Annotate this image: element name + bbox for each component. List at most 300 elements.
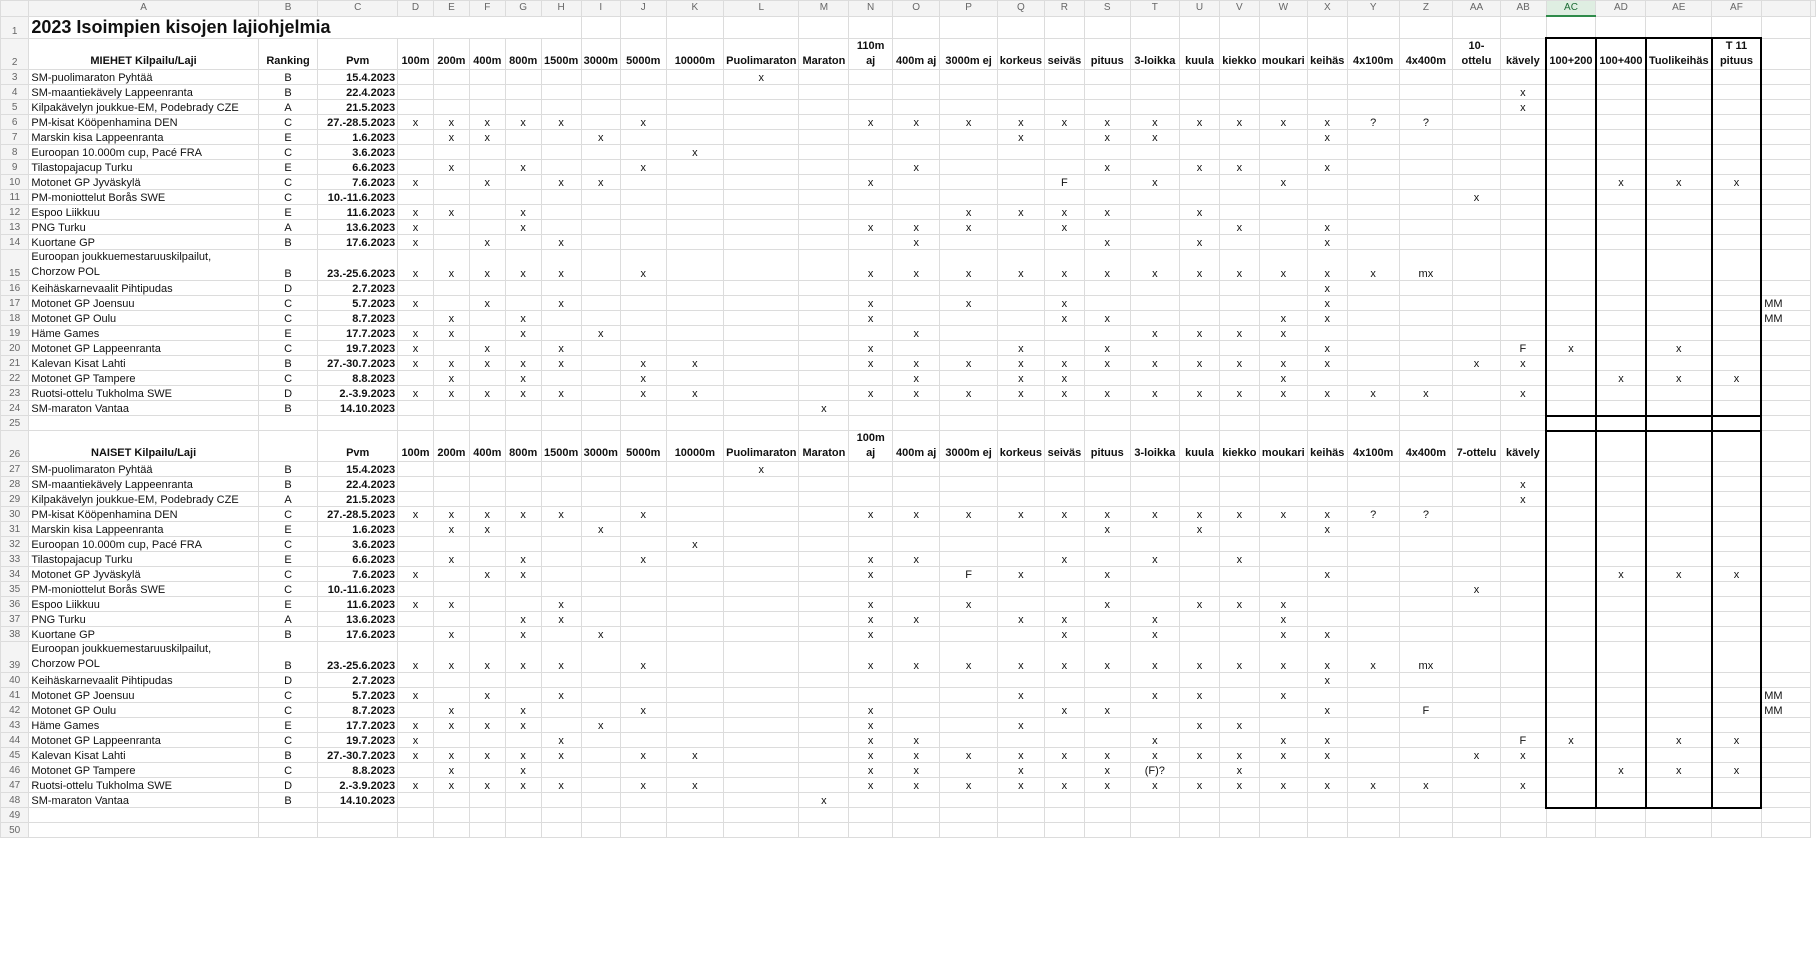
- row-header-38[interactable]: 38: [1, 627, 29, 642]
- event-mark-cell[interactable]: x: [1130, 250, 1180, 281]
- row-header-47[interactable]: 47: [1, 778, 29, 793]
- event-mark-cell[interactable]: [724, 507, 799, 522]
- competition-name-cell[interactable]: Motonet GP Tampere: [29, 763, 258, 778]
- event-mark-cell[interactable]: [1307, 688, 1347, 703]
- event-mark-cell[interactable]: x: [666, 778, 724, 793]
- event-mark-cell[interactable]: [849, 582, 893, 597]
- competition-name-cell[interactable]: Kuortane GP: [29, 235, 258, 250]
- event-mark-cell[interactable]: x: [398, 748, 434, 763]
- event-mark-cell[interactable]: [1219, 612, 1259, 627]
- event-mark-cell[interactable]: [799, 597, 849, 612]
- event-mark-cell[interactable]: [469, 160, 505, 175]
- event-mark-cell[interactable]: [1546, 205, 1596, 220]
- event-mark-cell[interactable]: x: [849, 115, 893, 130]
- event-mark-cell[interactable]: [1546, 145, 1596, 160]
- side-note-cell[interactable]: [1761, 778, 1810, 793]
- event-mark-cell[interactable]: [799, 311, 849, 326]
- event-mark-cell[interactable]: x: [940, 507, 997, 522]
- ranking-cell[interactable]: E: [258, 130, 318, 145]
- event-mark-cell[interactable]: [581, 160, 620, 175]
- event-mark-cell[interactable]: [1453, 612, 1501, 627]
- event-mark-cell[interactable]: [666, 763, 724, 778]
- event-mark-cell[interactable]: x: [1259, 642, 1307, 673]
- competition-name-cell[interactable]: SM-maantiekävely Lappeenranta: [29, 85, 258, 100]
- event-mark-cell[interactable]: [505, 401, 541, 416]
- event-mark-cell[interactable]: [1546, 688, 1596, 703]
- empty-cell[interactable]: [1399, 16, 1453, 38]
- event-mark-cell[interactable]: [1712, 718, 1762, 733]
- ranking-cell[interactable]: E: [258, 552, 318, 567]
- event-mark-cell[interactable]: [1259, 281, 1307, 296]
- event-mark-cell[interactable]: x: [1219, 250, 1259, 281]
- row-header-30[interactable]: 30: [1, 507, 29, 522]
- event-mark-cell[interactable]: x: [620, 371, 666, 386]
- event-column-header[interactable]: 1500m: [541, 431, 581, 462]
- empty-cell[interactable]: [1347, 808, 1399, 823]
- date-cell[interactable]: 15.4.2023: [318, 70, 398, 85]
- event-mark-cell[interactable]: [724, 401, 799, 416]
- event-mark-cell[interactable]: x: [581, 718, 620, 733]
- event-mark-cell[interactable]: [581, 220, 620, 235]
- event-mark-cell[interactable]: [1596, 205, 1646, 220]
- empty-cell[interactable]: [620, 16, 666, 38]
- event-mark-cell[interactable]: x: [892, 778, 939, 793]
- row-header-17[interactable]: 17: [1, 296, 29, 311]
- event-mark-cell[interactable]: x: [1259, 115, 1307, 130]
- event-mark-cell[interactable]: [1347, 567, 1399, 582]
- event-mark-cell[interactable]: x: [1596, 567, 1646, 582]
- event-mark-cell[interactable]: x: [1219, 115, 1259, 130]
- event-mark-cell[interactable]: x: [1307, 778, 1347, 793]
- event-mark-cell[interactable]: x: [1084, 748, 1130, 763]
- event-mark-cell[interactable]: [505, 793, 541, 808]
- event-mark-cell[interactable]: x: [620, 507, 666, 522]
- event-mark-cell[interactable]: [1219, 688, 1259, 703]
- event-mark-cell[interactable]: [1646, 160, 1712, 175]
- event-mark-cell[interactable]: [1399, 597, 1453, 612]
- empty-cell[interactable]: [1347, 416, 1399, 431]
- event-mark-cell[interactable]: [398, 281, 434, 296]
- event-mark-cell[interactable]: [541, 462, 581, 477]
- event-mark-cell[interactable]: x: [892, 507, 939, 522]
- empty-cell[interactable]: [997, 416, 1044, 431]
- event-mark-cell[interactable]: [1500, 235, 1546, 250]
- event-mark-cell[interactable]: [1546, 235, 1596, 250]
- date-column-header[interactable]: Pvm: [318, 38, 398, 70]
- empty-cell[interactable]: [398, 823, 434, 838]
- empty-cell[interactable]: [258, 416, 318, 431]
- event-mark-cell[interactable]: x: [541, 386, 581, 401]
- event-mark-cell[interactable]: [1646, 100, 1712, 115]
- row-header-36[interactable]: 36: [1, 597, 29, 612]
- event-mark-cell[interactable]: [1453, 70, 1501, 85]
- event-column-header[interactable]: 100m aj: [849, 431, 893, 462]
- event-mark-cell[interactable]: [1219, 371, 1259, 386]
- event-mark-cell[interactable]: x: [997, 763, 1044, 778]
- row-header-16[interactable]: 16: [1, 281, 29, 296]
- event-mark-cell[interactable]: x: [1307, 160, 1347, 175]
- empty-cell[interactable]: [1399, 808, 1453, 823]
- empty-cell[interactable]: [581, 808, 620, 823]
- event-mark-cell[interactable]: [1180, 220, 1220, 235]
- event-mark-cell[interactable]: x: [620, 160, 666, 175]
- empty-cell[interactable]: [1500, 823, 1546, 838]
- event-mark-cell[interactable]: x: [505, 507, 541, 522]
- row-header-21[interactable]: 21: [1, 356, 29, 371]
- event-mark-cell[interactable]: [666, 597, 724, 612]
- event-mark-cell[interactable]: [849, 522, 893, 537]
- event-mark-cell[interactable]: [398, 612, 434, 627]
- event-mark-cell[interactable]: x: [849, 703, 893, 718]
- empty-cell[interactable]: [1130, 416, 1180, 431]
- event-mark-cell[interactable]: x: [724, 462, 799, 477]
- event-mark-cell[interactable]: [581, 793, 620, 808]
- event-mark-cell[interactable]: [398, 70, 434, 85]
- empty-cell[interactable]: [1761, 808, 1810, 823]
- event-mark-cell[interactable]: x: [1180, 115, 1220, 130]
- event-mark-cell[interactable]: [1500, 642, 1546, 673]
- event-mark-cell[interactable]: x: [892, 642, 939, 673]
- event-mark-cell[interactable]: [1500, 371, 1546, 386]
- event-mark-cell[interactable]: [1646, 235, 1712, 250]
- event-mark-cell[interactable]: x: [1084, 311, 1130, 326]
- event-mark-cell[interactable]: [849, 100, 893, 115]
- event-mark-cell[interactable]: x: [1500, 100, 1546, 115]
- event-mark-cell[interactable]: [1546, 763, 1596, 778]
- event-mark-cell[interactable]: [1646, 492, 1712, 507]
- event-mark-cell[interactable]: [1180, 311, 1220, 326]
- competition-name-cell[interactable]: PM-kisat Kööpenhamina DEN: [29, 115, 258, 130]
- event-mark-cell[interactable]: [620, 220, 666, 235]
- event-mark-cell[interactable]: x: [997, 688, 1044, 703]
- date-cell[interactable]: 6.6.2023: [318, 160, 398, 175]
- event-mark-cell[interactable]: x: [469, 386, 505, 401]
- event-mark-cell[interactable]: x: [849, 627, 893, 642]
- event-mark-cell[interactable]: [1596, 70, 1646, 85]
- event-mark-cell[interactable]: x: [505, 115, 541, 130]
- event-mark-cell[interactable]: [1399, 401, 1453, 416]
- event-mark-cell[interactable]: [1453, 477, 1501, 492]
- event-mark-cell[interactable]: x: [1044, 507, 1084, 522]
- event-mark-cell[interactable]: x: [1307, 220, 1347, 235]
- event-column-header[interactable]: 800m: [505, 38, 541, 70]
- event-mark-cell[interactable]: [724, 100, 799, 115]
- ranking-cell[interactable]: C: [258, 341, 318, 356]
- event-mark-cell[interactable]: [1307, 763, 1347, 778]
- event-mark-cell[interactable]: [1180, 492, 1220, 507]
- event-mark-cell[interactable]: [1399, 462, 1453, 477]
- event-mark-cell[interactable]: [1712, 326, 1762, 341]
- row-header-37[interactable]: 37: [1, 612, 29, 627]
- event-mark-cell[interactable]: [940, 401, 997, 416]
- event-mark-cell[interactable]: [1646, 582, 1712, 597]
- event-mark-cell[interactable]: x: [541, 733, 581, 748]
- side-note-cell[interactable]: [1761, 627, 1810, 642]
- event-mark-cell[interactable]: [997, 311, 1044, 326]
- event-mark-cell[interactable]: x: [849, 175, 893, 190]
- column-header-AA[interactable]: AA: [1453, 1, 1501, 17]
- empty-cell[interactable]: [1044, 16, 1084, 38]
- side-note-cell[interactable]: [1761, 175, 1810, 190]
- event-mark-cell[interactable]: [1712, 522, 1762, 537]
- event-mark-cell[interactable]: [849, 70, 893, 85]
- ranking-cell[interactable]: C: [258, 567, 318, 582]
- event-mark-cell[interactable]: x: [892, 115, 939, 130]
- side-note-cell[interactable]: [1761, 522, 1810, 537]
- event-mark-cell[interactable]: [469, 311, 505, 326]
- event-mark-cell[interactable]: x: [1180, 160, 1220, 175]
- date-cell[interactable]: 1.6.2023: [318, 130, 398, 145]
- event-mark-cell[interactable]: ?: [1347, 507, 1399, 522]
- event-mark-cell[interactable]: [940, 311, 997, 326]
- event-mark-cell[interactable]: x: [1259, 326, 1307, 341]
- date-cell[interactable]: 14.10.2023: [318, 793, 398, 808]
- event-mark-cell[interactable]: [1500, 507, 1546, 522]
- event-mark-cell[interactable]: [1596, 296, 1646, 311]
- event-mark-cell[interactable]: [1044, 673, 1084, 688]
- event-mark-cell[interactable]: [666, 190, 724, 205]
- column-header-E[interactable]: E: [433, 1, 469, 17]
- event-mark-cell[interactable]: [1399, 70, 1453, 85]
- event-mark-cell[interactable]: [620, 537, 666, 552]
- event-mark-cell[interactable]: [724, 552, 799, 567]
- event-mark-cell[interactable]: [1259, 100, 1307, 115]
- event-mark-cell[interactable]: [433, 220, 469, 235]
- event-mark-cell[interactable]: [1259, 582, 1307, 597]
- event-mark-cell[interactable]: x: [849, 612, 893, 627]
- event-mark-cell[interactable]: x: [892, 748, 939, 763]
- event-mark-cell[interactable]: [724, 703, 799, 718]
- event-mark-cell[interactable]: [1453, 492, 1501, 507]
- event-mark-cell[interactable]: [666, 100, 724, 115]
- event-mark-cell[interactable]: [1596, 326, 1646, 341]
- event-mark-cell[interactable]: [724, 477, 799, 492]
- event-mark-cell[interactable]: [1596, 627, 1646, 642]
- event-mark-cell[interactable]: [1399, 673, 1453, 688]
- column-header-G[interactable]: G: [505, 1, 541, 17]
- event-mark-cell[interactable]: [1347, 627, 1399, 642]
- column-header-AD[interactable]: AD: [1596, 1, 1646, 17]
- event-mark-cell[interactable]: [433, 296, 469, 311]
- event-mark-cell[interactable]: [1546, 85, 1596, 100]
- event-mark-cell[interactable]: [799, 356, 849, 371]
- event-mark-cell[interactable]: [799, 296, 849, 311]
- event-mark-cell[interactable]: [1347, 235, 1399, 250]
- empty-cell[interactable]: [1307, 16, 1347, 38]
- event-mark-cell[interactable]: [1399, 537, 1453, 552]
- event-mark-cell[interactable]: x: [1130, 175, 1180, 190]
- event-mark-cell[interactable]: [666, 175, 724, 190]
- event-mark-cell[interactable]: [1596, 115, 1646, 130]
- event-mark-cell[interactable]: [1596, 130, 1646, 145]
- event-mark-cell[interactable]: [1347, 220, 1399, 235]
- event-mark-cell[interactable]: [1219, 793, 1259, 808]
- event-mark-cell[interactable]: [1259, 401, 1307, 416]
- event-mark-cell[interactable]: [1596, 537, 1646, 552]
- event-mark-cell[interactable]: [666, 492, 724, 507]
- event-mark-cell[interactable]: [1084, 296, 1130, 311]
- event-mark-cell[interactable]: [541, 703, 581, 718]
- event-mark-cell[interactable]: x: [1259, 507, 1307, 522]
- event-mark-cell[interactable]: x: [1084, 130, 1130, 145]
- side-note-cell[interactable]: [1761, 371, 1810, 386]
- event-mark-cell[interactable]: [724, 793, 799, 808]
- empty-cell[interactable]: [1646, 416, 1712, 431]
- event-mark-cell[interactable]: [620, 401, 666, 416]
- empty-cell[interactable]: [1219, 416, 1259, 431]
- column-header-K[interactable]: K: [666, 1, 724, 17]
- event-mark-cell[interactable]: [799, 612, 849, 627]
- event-mark-cell[interactable]: x: [892, 552, 939, 567]
- event-mark-cell[interactable]: [1084, 175, 1130, 190]
- event-mark-cell[interactable]: [1596, 250, 1646, 281]
- event-mark-cell[interactable]: [799, 462, 849, 477]
- date-cell[interactable]: 22.4.2023: [318, 477, 398, 492]
- event-mark-cell[interactable]: x: [620, 115, 666, 130]
- event-mark-cell[interactable]: [1712, 235, 1762, 250]
- empty-cell[interactable]: [997, 808, 1044, 823]
- empty-cell[interactable]: [469, 823, 505, 838]
- event-mark-cell[interactable]: x: [541, 778, 581, 793]
- empty-cell[interactable]: [940, 808, 997, 823]
- event-mark-cell[interactable]: [1180, 401, 1220, 416]
- empty-cell[interactable]: [940, 823, 997, 838]
- event-mark-cell[interactable]: [997, 673, 1044, 688]
- event-mark-cell[interactable]: [1646, 778, 1712, 793]
- event-mark-cell[interactable]: [1453, 401, 1501, 416]
- event-mark-cell[interactable]: [398, 145, 434, 160]
- ranking-cell[interactable]: C: [258, 763, 318, 778]
- competition-name-cell[interactable]: Espoo Liikkuu: [29, 205, 258, 220]
- event-mark-cell[interactable]: [541, 160, 581, 175]
- event-mark-cell[interactable]: [849, 462, 893, 477]
- event-column-header[interactable]: seiväs: [1044, 38, 1084, 70]
- event-mark-cell[interactable]: [724, 567, 799, 582]
- event-mark-cell[interactable]: x: [666, 356, 724, 371]
- column-header-blank[interactable]: [1811, 1, 1816, 17]
- event-mark-cell[interactable]: [581, 673, 620, 688]
- event-mark-cell[interactable]: [1546, 748, 1596, 763]
- event-mark-cell[interactable]: [1219, 296, 1259, 311]
- event-mark-cell[interactable]: [724, 190, 799, 205]
- ranking-cell[interactable]: C: [258, 537, 318, 552]
- competition-name-cell[interactable]: Espoo Liikkuu: [29, 597, 258, 612]
- date-cell[interactable]: 14.10.2023: [318, 401, 398, 416]
- side-note-cell[interactable]: [1761, 582, 1810, 597]
- date-cell[interactable]: 19.7.2023: [318, 733, 398, 748]
- event-mark-cell[interactable]: [398, 462, 434, 477]
- event-mark-cell[interactable]: x: [1130, 748, 1180, 763]
- event-mark-cell[interactable]: [849, 130, 893, 145]
- column-header-blank[interactable]: [1761, 1, 1810, 17]
- event-mark-cell[interactable]: [1044, 582, 1084, 597]
- event-mark-cell[interactable]: [505, 85, 541, 100]
- event-mark-cell[interactable]: x: [433, 748, 469, 763]
- event-mark-cell[interactable]: x: [849, 718, 893, 733]
- event-mark-cell[interactable]: [1500, 160, 1546, 175]
- event-mark-cell[interactable]: [849, 673, 893, 688]
- event-mark-cell[interactable]: x: [469, 356, 505, 371]
- event-mark-cell[interactable]: [1646, 673, 1712, 688]
- event-mark-cell[interactable]: [940, 718, 997, 733]
- event-mark-cell[interactable]: [724, 115, 799, 130]
- event-mark-cell[interactable]: [1219, 462, 1259, 477]
- side-note-cell[interactable]: [1761, 763, 1810, 778]
- event-mark-cell[interactable]: [1044, 793, 1084, 808]
- event-mark-cell[interactable]: [1307, 326, 1347, 341]
- event-column-header[interactable]: 100m: [398, 38, 434, 70]
- event-mark-cell[interactable]: [1084, 100, 1130, 115]
- row-header-1[interactable]: 1: [1, 16, 29, 38]
- event-mark-cell[interactable]: [1546, 356, 1596, 371]
- event-mark-cell[interactable]: [1219, 627, 1259, 642]
- event-mark-cell[interactable]: [505, 537, 541, 552]
- event-mark-cell[interactable]: x: [620, 386, 666, 401]
- event-mark-cell[interactable]: [997, 537, 1044, 552]
- event-mark-cell[interactable]: [541, 145, 581, 160]
- event-mark-cell[interactable]: [1646, 70, 1712, 85]
- column-header-R[interactable]: R: [1044, 1, 1084, 17]
- event-mark-cell[interactable]: x: [1130, 386, 1180, 401]
- event-mark-cell[interactable]: [620, 582, 666, 597]
- ranking-column-header[interactable]: Ranking: [258, 38, 318, 70]
- ranking-cell[interactable]: C: [258, 688, 318, 703]
- event-mark-cell[interactable]: [666, 250, 724, 281]
- event-mark-cell[interactable]: [1347, 70, 1399, 85]
- competition-name-cell[interactable]: SM-puolimaraton Pyhtää: [29, 462, 258, 477]
- event-mark-cell[interactable]: [666, 718, 724, 733]
- event-mark-cell[interactable]: [1180, 763, 1220, 778]
- date-cell[interactable]: 13.6.2023: [318, 612, 398, 627]
- empty-cell[interactable]: [1712, 16, 1762, 38]
- event-mark-cell[interactable]: x: [541, 748, 581, 763]
- event-mark-cell[interactable]: [1712, 386, 1762, 401]
- event-mark-cell[interactable]: [469, 462, 505, 477]
- date-cell[interactable]: 15.4.2023: [318, 462, 398, 477]
- event-mark-cell[interactable]: [1596, 220, 1646, 235]
- event-mark-cell[interactable]: [541, 537, 581, 552]
- empty-cell[interactable]: [1180, 416, 1220, 431]
- empty-cell[interactable]: [849, 16, 893, 38]
- event-mark-cell[interactable]: [1546, 627, 1596, 642]
- side-note-cell[interactable]: [1761, 356, 1810, 371]
- event-mark-cell[interactable]: [1453, 597, 1501, 612]
- event-mark-cell[interactable]: x: [505, 356, 541, 371]
- column-header-O[interactable]: O: [892, 1, 939, 17]
- date-cell[interactable]: 27.-30.7.2023: [318, 748, 398, 763]
- row-header-41[interactable]: 41: [1, 688, 29, 703]
- competition-name-cell[interactable]: Tilastopajacup Turku: [29, 552, 258, 567]
- event-mark-cell[interactable]: [849, 160, 893, 175]
- date-cell[interactable]: 22.4.2023: [318, 85, 398, 100]
- event-mark-cell[interactable]: x: [849, 733, 893, 748]
- event-mark-cell[interactable]: x: [1307, 748, 1347, 763]
- empty-cell[interactable]: [1646, 16, 1712, 38]
- event-mark-cell[interactable]: [541, 70, 581, 85]
- empty-cell[interactable]: [398, 808, 434, 823]
- event-mark-cell[interactable]: [1399, 552, 1453, 567]
- row-header-14[interactable]: 14: [1, 235, 29, 250]
- event-mark-cell[interactable]: [724, 326, 799, 341]
- event-mark-cell[interactable]: x: [1180, 250, 1220, 281]
- event-mark-cell[interactable]: x: [1500, 492, 1546, 507]
- event-mark-cell[interactable]: [1130, 718, 1180, 733]
- event-mark-cell[interactable]: x: [398, 642, 434, 673]
- side-note-cell[interactable]: [1761, 552, 1810, 567]
- empty-cell[interactable]: [1500, 416, 1546, 431]
- event-mark-cell[interactable]: [620, 462, 666, 477]
- event-mark-cell[interactable]: x: [849, 778, 893, 793]
